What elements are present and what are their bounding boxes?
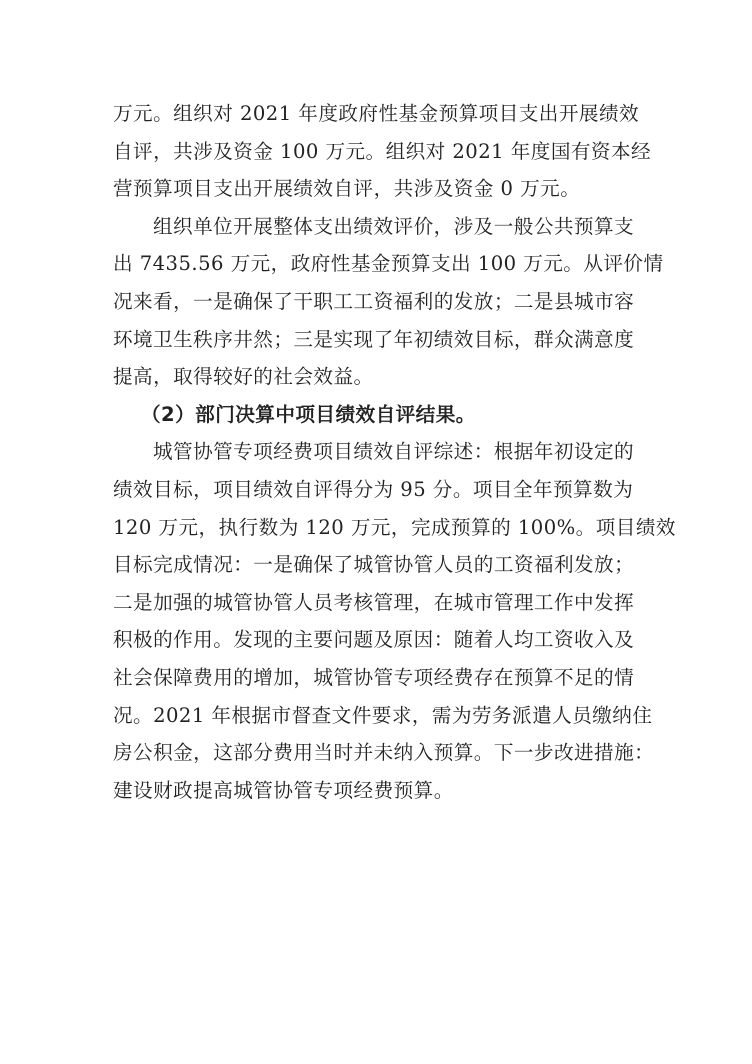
paragraph-3-line: 积极的作用。发现的主要问题及原因：随着人均工资收入及 bbox=[113, 628, 635, 652]
paragraph-3-line: 房公积金，这部分费用当时并未纳入预算。下一步改进措施： bbox=[113, 741, 655, 765]
section-heading-text: （2）部门决算中项目绩效自评结果。 bbox=[141, 402, 476, 426]
paragraph-2-line: 出 7435.56 万元，政府性基金预算支出 100 万元。从评价情 bbox=[113, 252, 664, 276]
paragraph-3-line: 目标完成情况：一是确保了城管协管人员的工资福利发放； bbox=[113, 553, 635, 577]
paragraph-3-line: 况。2021 年根据市督查文件要求，需为劳务派遣人员缴纳住 bbox=[113, 703, 653, 727]
paragraph-1 bbox=[113, 95, 658, 208]
paragraph-3-line: 120 万元，执行数为 120 万元，完成预算的 100%。项目绩效 bbox=[113, 515, 676, 539]
paragraph-2-line: 提高，取得较好的社会效益。 bbox=[113, 365, 374, 389]
paragraph-3 bbox=[113, 433, 676, 809]
paragraph-1-line: 营预算项目支出开展绩效自评，共涉及资金 0 万元。 bbox=[113, 177, 581, 201]
paragraph-1-line: 自评，共涉及资金 100 万元。组织对 2021 年度国有资本经 bbox=[113, 139, 652, 163]
paragraph-3-line: 建设财政提高城管协管专项经费预算。 bbox=[113, 778, 454, 802]
paragraph-3-line: 绩效目标，项目绩效自评得分为 95 分。项目全年预算数为 bbox=[113, 477, 634, 501]
paragraph-1-line: 万元。组织对 2021 年度政府性基金预算项目支出开展绩效 bbox=[113, 102, 640, 125]
paragraph-2-line: 况来看，一是确保了干职工工资福利的发放；二是县城市容 bbox=[113, 289, 635, 313]
paragraph-2-line: 环境卫生秩序井然；三是实现了年初绩效目标，群众满意度 bbox=[113, 327, 635, 351]
paragraph-3-line: 二是加强的城管协管人员考核管理，在城市管理工作中发挥 bbox=[113, 590, 635, 614]
paragraph-3-line: 城管协管专项经费项目绩效自评综述：根据年初设定的 bbox=[153, 440, 635, 464]
section-heading bbox=[113, 396, 658, 434]
document-body bbox=[113, 95, 676, 809]
paragraph-2-line: 组织单位开展整体支出绩效评价，涉及一般公共预算支 bbox=[153, 214, 635, 238]
paragraph-2 bbox=[113, 208, 664, 396]
paragraph-3-line: 社会保障费用的增加，城管协管专项经费存在预算不足的情 bbox=[113, 665, 635, 689]
